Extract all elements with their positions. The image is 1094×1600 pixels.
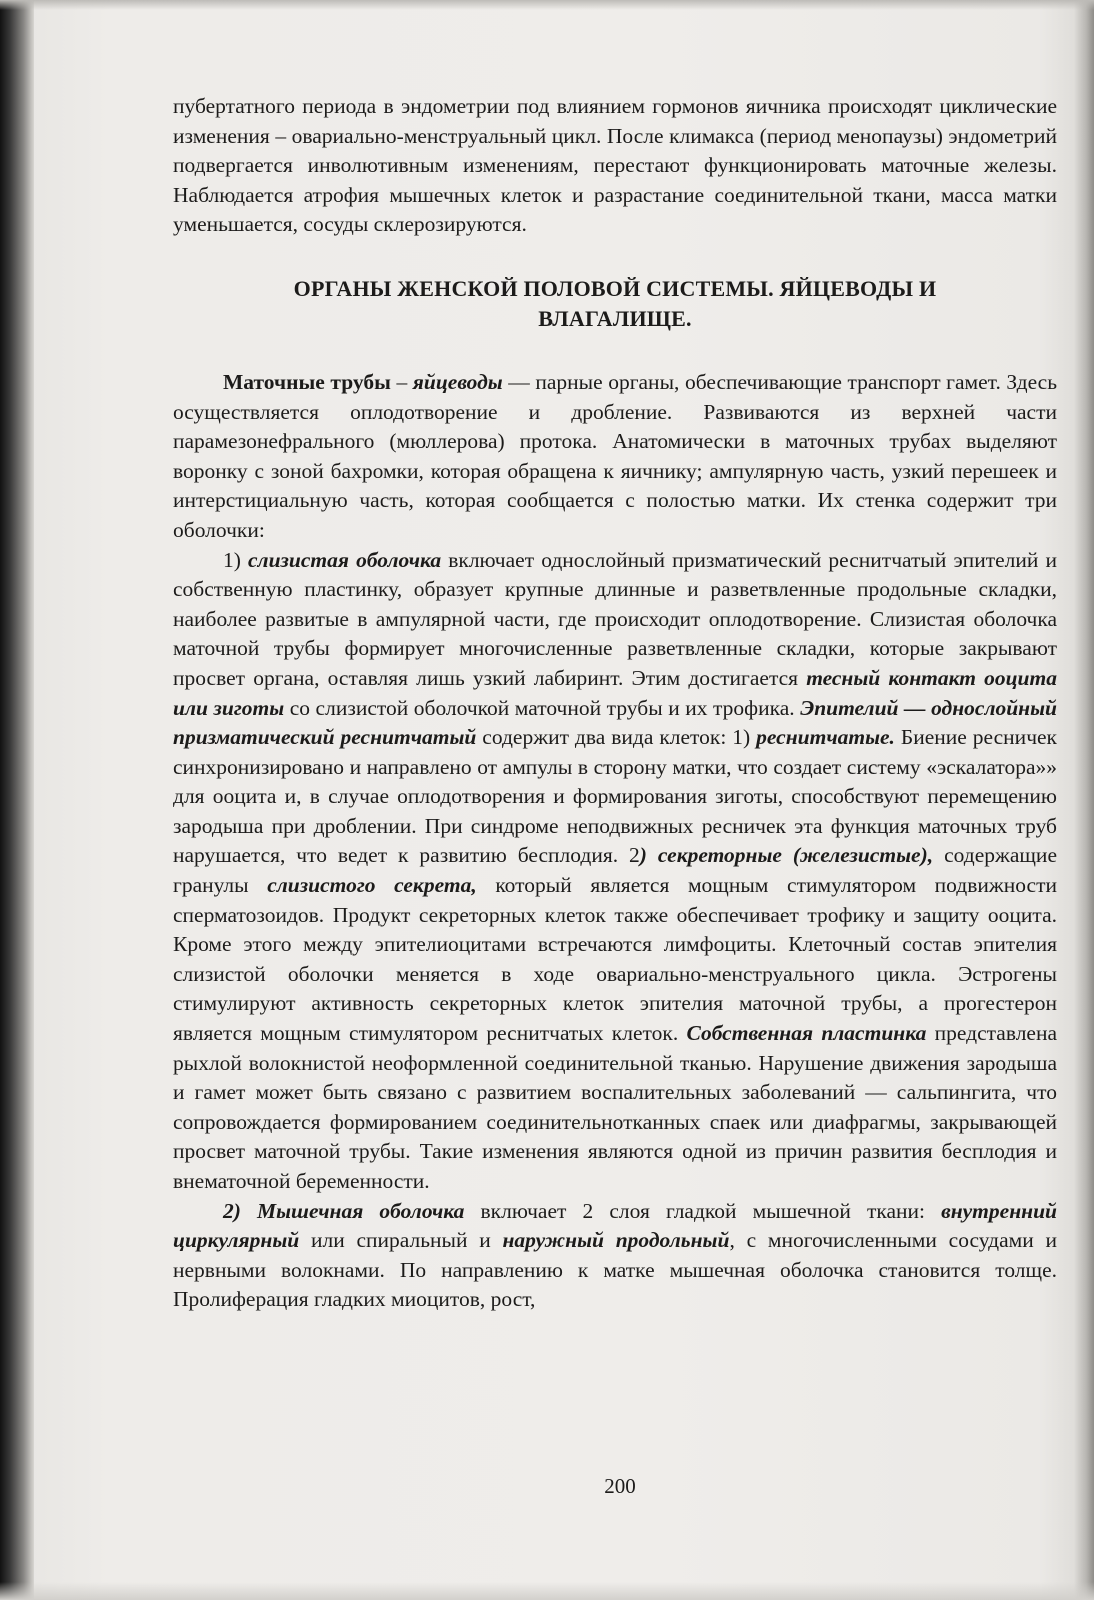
dash: – — [390, 369, 413, 394]
section-title-line-2: ВЛАГАЛИЩЕ. — [538, 305, 692, 331]
paragraph-text: или спиральный и — [299, 1228, 503, 1253]
paragraph-mucosa — [173, 546, 1057, 1197]
paragraph-fallopian-tubes — [173, 368, 1057, 546]
paragraph-text: , с многочисленными сосудами и нервными волокнами. По направлению к матке мышечная оболочка становится толще. Пролиферация гладких миоцитов, рост, — [173, 1228, 1057, 1312]
paragraph-text: со слизистой оболочкой маточной трубы и их трофика. — [284, 695, 801, 720]
term-outer-longitudinal: наружный продольный — [502, 1228, 730, 1253]
paragraph-muscular-layer — [173, 1197, 1057, 1315]
paragraph-text: включает однослойный призматический реснитчатый эпителий и собственную пластинку, образует крупные длинные и разветвленные продольные складки, наиболее развитые в ампулярной части, где происходит оплодотворение. Слизистая оболочка маточной трубы формирует многочисленные разветвленные складки, которые закрывают просвет органа, оставляя лишь узкий лабиринт. Этим достигается — [173, 547, 1057, 690]
term-ciliated: реснитчатые. — [756, 725, 895, 750]
section-title-line-1: ОРГАНЫ ЖЕНСКОЙ ПОЛОВОЙ СИСТЕМЫ. ЯЙЦЕВОДЫ И — [293, 275, 937, 301]
term-mucous-secretion: слизистого секрета, — [267, 873, 477, 898]
term-fallopian-tubes: Маточные трубы — [223, 369, 391, 394]
term-mucosa: слизистая оболочка — [248, 547, 442, 572]
section-title — [173, 274, 1057, 334]
paragraph-text: который является мощным стимулятором подвижности сперматозоидов. Продукт секреторных клеток также обеспечивает трофику и защиту ооцита. Кроме этого между эпителиоцитами встречаются лимфоциты. Клеточный состав эпителия слизистой оболочки меняется в ходе овариально-менструального цикла. Эстрогены стимулируют активность секреторных клеток эпителия маточной трубы, а прогестерон является мощным стимулятором реснитчатых клеток. — [173, 873, 1057, 1046]
paragraph-text: Биение ресничек синхронизировано и направлено от ампулы в сторону матки, что создает систему «эскалатора»» для ооцита и, в случае оплодотворения и формирования зиготы, способствуют перемещению зародыша при дроблении. При синдроме неподвижных ресничек эта функция маточных труб нарушается, что ведет к развитию бесплодия. 2 — [173, 725, 1057, 868]
paragraph-text: — парные органы, обеспечивающие транспорт гамет. Здесь осуществляется оплодотворение и дробление. Развиваются из верхней части парамезонефрального (мюллерова) протока. Анатомически в маточных трубах выделяют воронку с зоной бахромки, которая обращена к яичнику; ампулярную часть, узкий перешеек и интерстициальную часть, которая сообщается с полостью матки. Их стенка содержит три оболочки: — [173, 369, 1057, 542]
term-close-contact: тесный контакт ооцита или зиготы — [173, 665, 1057, 720]
paragraph-text: содержащие гранулы — [173, 843, 1057, 898]
paragraph-text: содержит два вида клеток: 1) — [476, 725, 757, 750]
term-secretory: ) секреторные (железистые), — [639, 843, 934, 868]
term-oviducts: яйцеводы — [412, 369, 503, 394]
term-inner-circular: внутренний циркулярный — [173, 1198, 1057, 1253]
paragraph-text: представлена рыхлой волокнистой неоформленной соединительной тканью. Нарушение движения зародыша и гамет может быть связано с развитием воспалительных заболеваний — сальпингита, что сопровождается формированием соединительнотканных спаек или диафрагмы, закрывающей просвет маточной трубы. Такие изменения являются одной из причин развития бесплодия и внематочной беременности. — [173, 1021, 1058, 1193]
term-epithelium: Эпителий — однослойный призматический реснитчатый — [173, 695, 1057, 750]
page-bottom-shadow — [0, 1582, 1094, 1600]
term-lamina-propria: Собственная пластинка — [686, 1021, 927, 1046]
term-muscular-layer: 2) Мышечная оболочка — [223, 1198, 465, 1223]
page-body — [173, 92, 1057, 1315]
paragraph-text: включает 2 слоя гладкой мышечной ткани: — [464, 1198, 942, 1223]
intro-paragraph: пубертатного периода в эндометрии под влиянием гормонов яичника происходят циклические изменения – овариально-менструальный цикл. После климакса (период менопаузы) эндометрий подвергается инволютивным изменениям, перестают функционировать маточные железы. Наблюдается атрофия мышечных клеток и разрастание соединительной ткани, масса матки уменьшается, сосуды склерозируются. — [173, 94, 1057, 237]
page-edge-shadow — [1074, 0, 1094, 1600]
page-top-shadow — [0, 0, 1094, 10]
list-number: 1) — [223, 547, 249, 572]
page-number: 200 — [604, 1474, 636, 1498]
book-spine-shadow — [0, 0, 34, 1600]
